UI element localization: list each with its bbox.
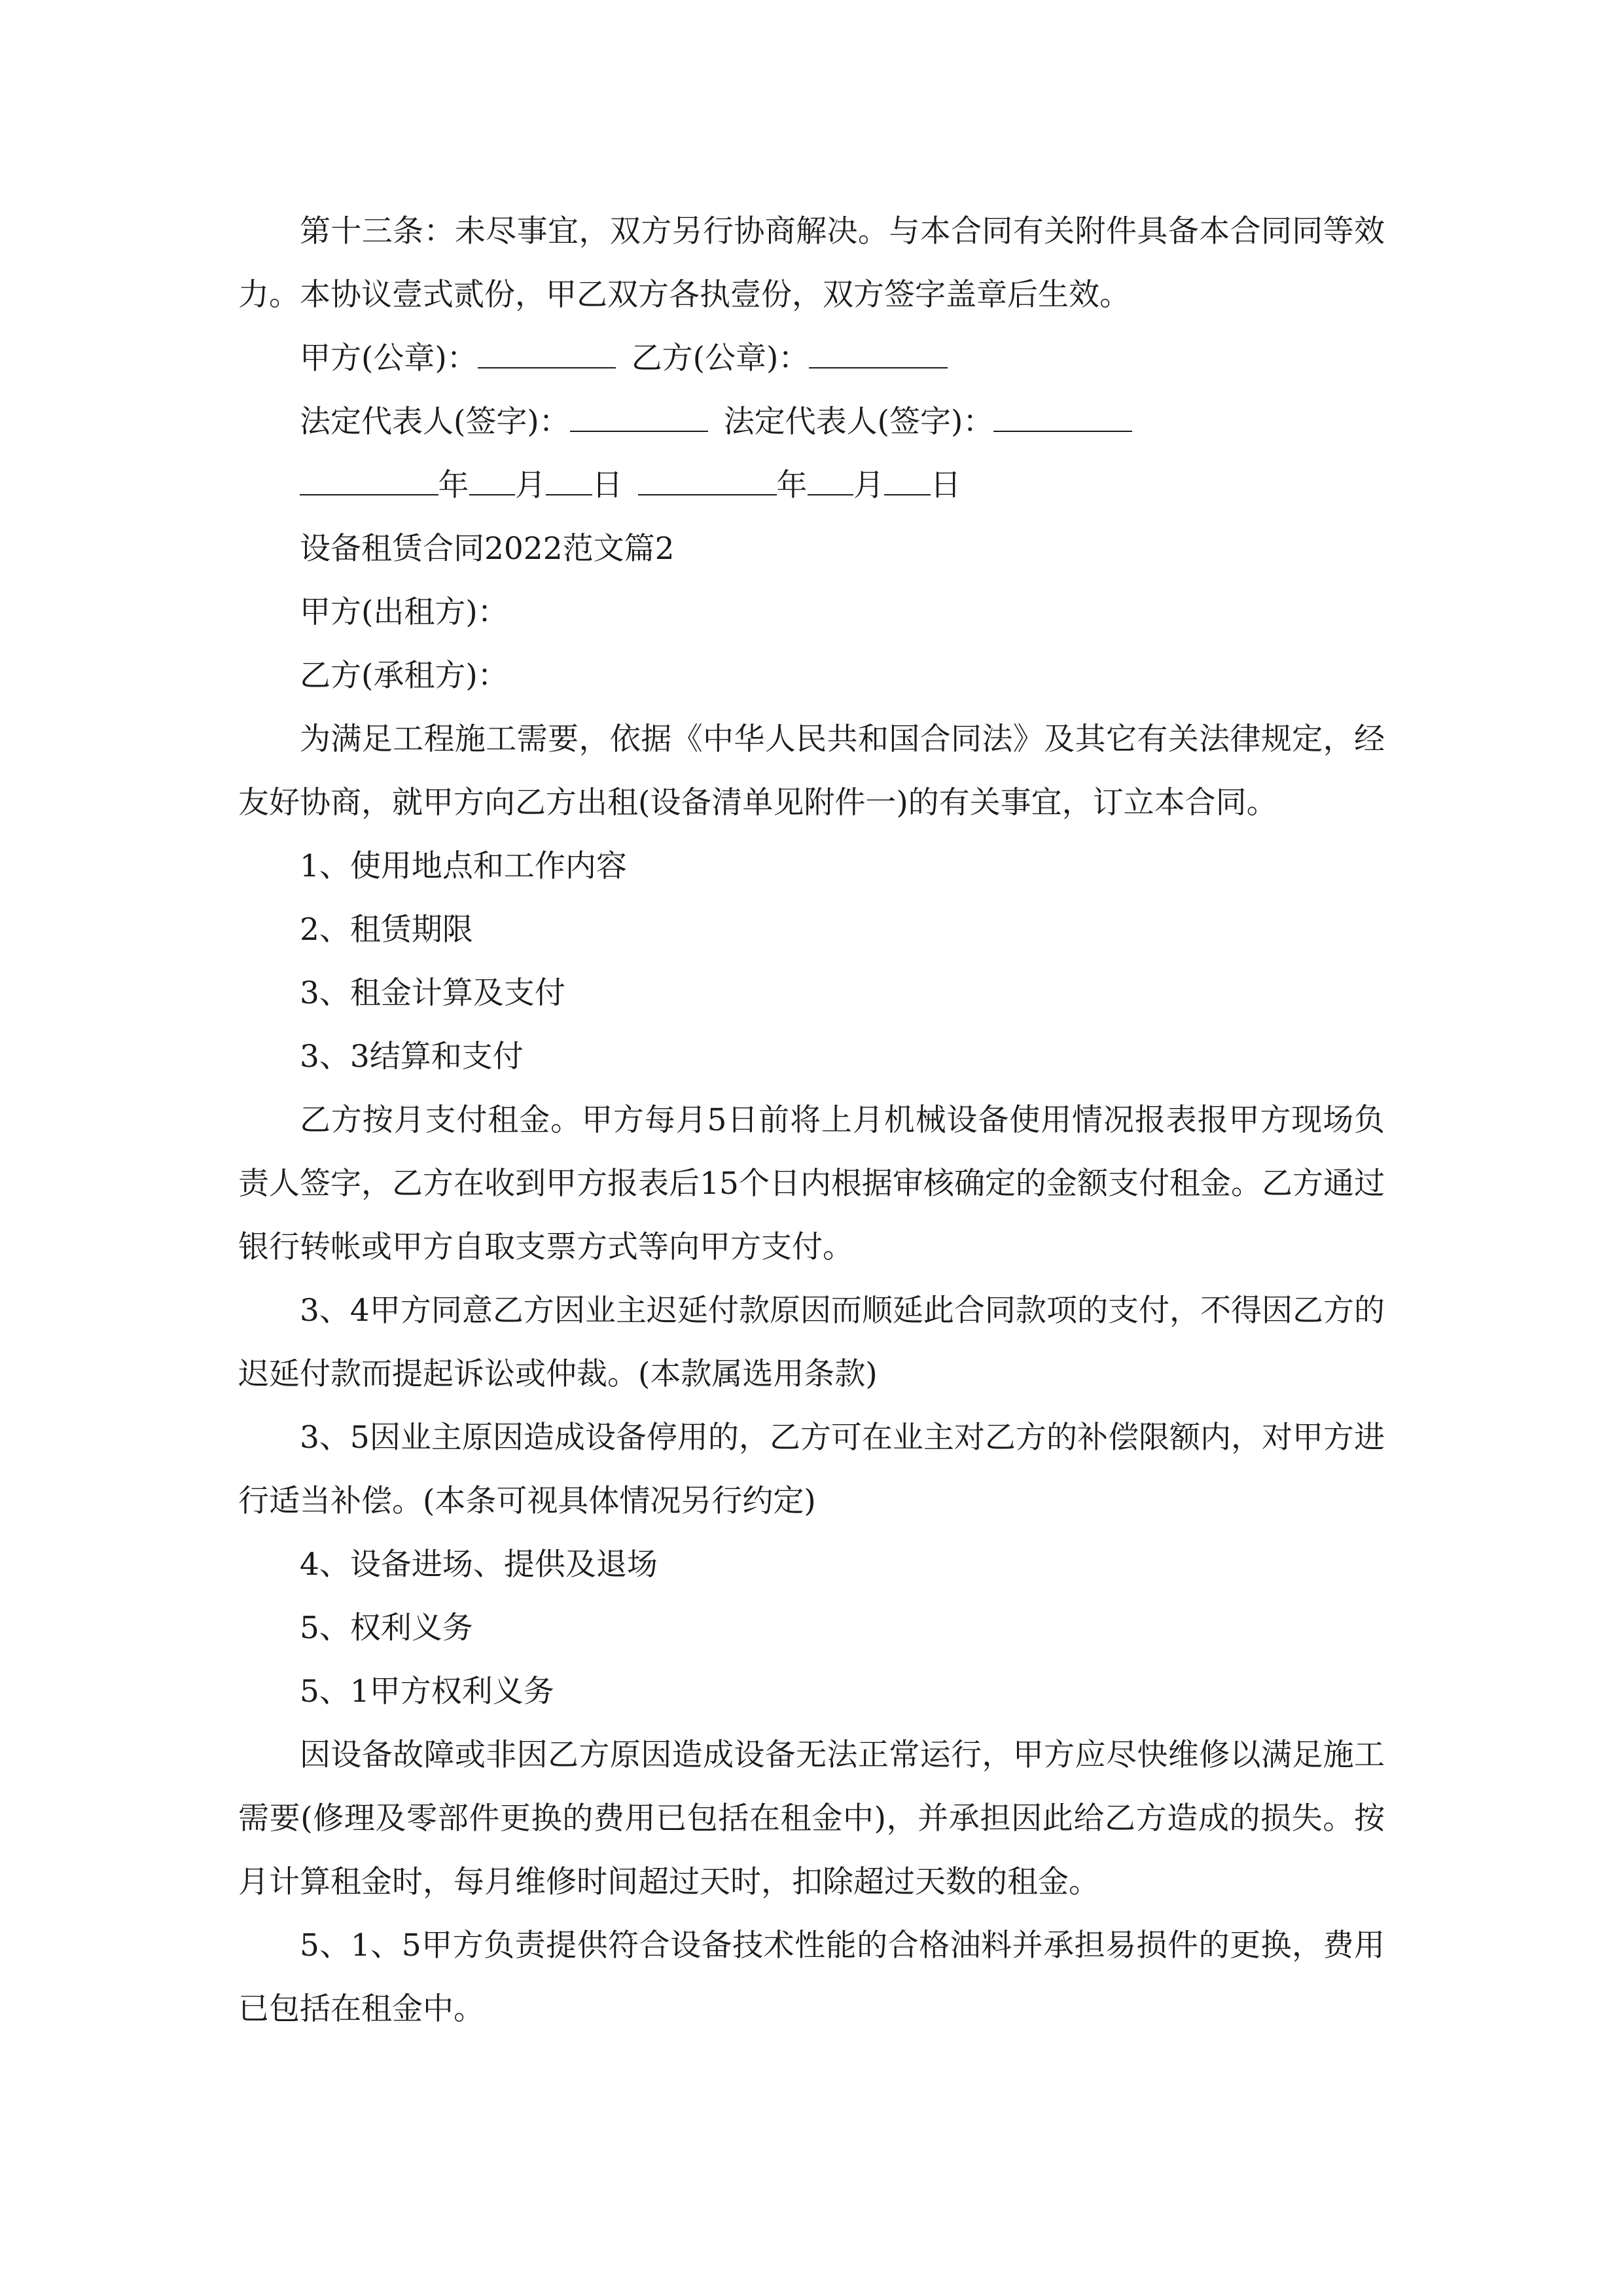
lessor-line: 甲方(出租方)：	[300, 594, 508, 630]
legal-rep-signature-line	[238, 390, 1385, 454]
party-b-legal-rep-blank	[993, 401, 1132, 432]
repair-paragraph: 因设备故障或非因乙方原因造成设备无法正常运行，甲方应尽快维修以满足施工需要(修理及零部件更换的费用已包括在租金中)，并承担因此给乙方造成的损失。按月计算租金时，每月维修时间超过天时，扣除超过天数的租金。	[238, 1737, 1385, 1900]
party-b-legal-rep-label: 法定代表人(签字)：	[723, 404, 994, 440]
item-1-heading: 1、使用地点和工作内容	[300, 848, 627, 884]
document-body	[238, 200, 1385, 2041]
intro-paragraph: 为满足工程施工需要，依据《中华人民共和国合同法》及其它有关法律规定，经友好协商，就甲方向乙方出租(设备清单见附件一)的有关事宜，订立本合同。	[238, 721, 1385, 821]
party-b-seal-blank	[809, 338, 948, 368]
lessee-line: 乙方(承租方)：	[300, 658, 508, 694]
party-b-day-label: 日	[930, 467, 961, 503]
party-b-seal-label: 乙方(公章)：	[631, 340, 810, 376]
item-5-1-heading: 5、1甲方权利义务	[300, 1674, 554, 1710]
item-3-heading: 3、租金计算及支付	[300, 975, 565, 1011]
party-a-legal-rep-blank	[570, 401, 709, 432]
date-line	[238, 454, 1385, 517]
party-a-seal-label: 甲方(公章)：	[300, 340, 478, 376]
party-b-year-blank	[638, 465, 777, 495]
party-b-day-blank	[884, 465, 931, 495]
party-a-day-blank	[546, 465, 592, 495]
payment-paragraph: 乙方按月支付租金。甲方每月5日前将上月机械设备使用情况报表报甲方现场负责人签字，乙方在收到甲方报表后15个日内根据审核确定的金额支付租金。乙方通过银行转帐或甲方自取支票方式等向甲方支付。	[238, 1102, 1385, 1265]
party-a-year-blank	[300, 465, 438, 495]
item-2-heading: 2、租赁期限	[300, 912, 473, 948]
party-a-year-label: 年	[438, 467, 469, 503]
item-3-5-paragraph: 3、5因业主原因造成设备停用的，乙方可在业主对乙方的补偿限额内，对甲方进行适当补偿。(本条可视具体情况另行约定)	[238, 1420, 1385, 1519]
item-5-1-5-paragraph: 5、1、5甲方负责提供符合设备技术性能的合格油料并承担易损件的更换，费用已包括在租金中。	[238, 1928, 1385, 2027]
party-b-year-label: 年	[776, 467, 808, 503]
party-a-day-label: 日	[592, 467, 623, 503]
party-b-month-label: 月	[853, 467, 884, 503]
party-a-seal-blank	[478, 338, 616, 368]
party-a-legal-rep-label: 法定代表人(签字)：	[300, 404, 570, 440]
party-a-month-label: 月	[515, 467, 546, 503]
party-a-month-blank	[469, 465, 516, 495]
item-5-heading: 5、权利义务	[300, 1610, 473, 1646]
party-b-month-blank	[808, 465, 854, 495]
clause-13-paragraph: 第十三条：未尽事宜，双方另行协商解决。与本合同有关附件具备本合同同等效力。本协议壹式贰份，甲乙双方各执壹份，双方签字盖章后生效。	[238, 213, 1385, 313]
section-title: 设备租赁合同2022范文篇2	[300, 531, 675, 567]
item-3-4-paragraph: 3、4甲方同意乙方因业主迟延付款原因而顺延此合同款项的支付，不得因乙方的迟延付款而提起诉讼或仲裁。(本款属选用条款)	[238, 1293, 1385, 1392]
seal-signature-line	[238, 327, 1385, 390]
item-4-heading: 4、设备进场、提供及退场	[300, 1547, 658, 1583]
item-3-3-heading: 3、3结算和支付	[300, 1039, 524, 1075]
